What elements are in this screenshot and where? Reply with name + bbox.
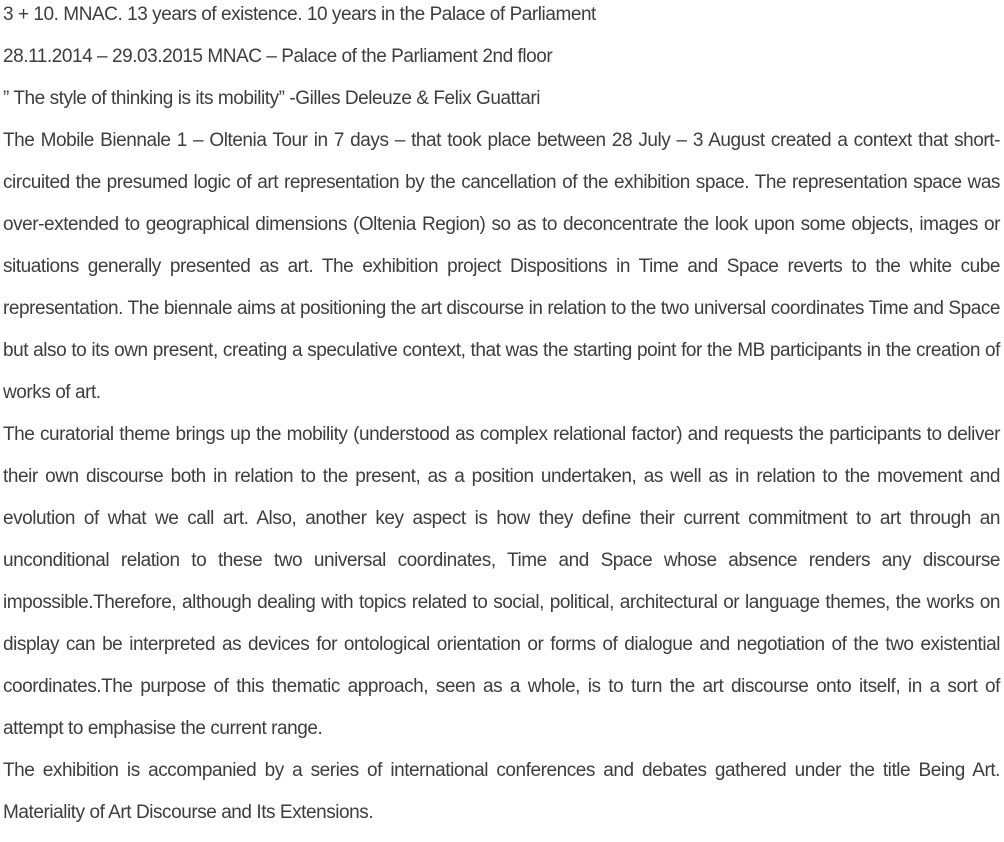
paragraph-mobile-biennale: The Mobile Biennale 1 – Oltenia Tour in 7 days – that took place between 28 July – 3 August created a context that short-circuited the presumed logic of art representation by the cancellation of the exhibition space. The representation space was over-extended to geographical dimensions (Oltenia Region) so as to deconcentrate the look upon some objects, images or situations generally presented as art. The exhibition project Dispositions in Time and Space reverts to the white cube representation. The biennale aims at positioning the art discourse in relation to the two universal coordinates Time and Space but also to its own present, creating a speculative context, that was the starting point for the MB participants in the creation of works of art.	[3, 130, 1000, 403]
exhibition-dates-venue: 28.11.2014 – 29.03.2015 MNAC – Palace of the Parliament 2nd floor	[3, 46, 553, 67]
exhibition-quote: ” The style of thinking is its mobility” -Gilles Deleuze & Felix Guattari	[3, 88, 540, 109]
exhibition-title: 3 + 10. MNAC. 13 years of existence. 10 years in the Palace of Parliament	[3, 4, 596, 25]
paragraph-curatorial-theme: The curatorial theme brings up the mobility (understood as complex relational factor) and requests the participants to deliver their own discourse both in relation to the present, as a position undertaken, as well as in relation to the movement and evolution of what we call art. Also, another key aspect is how they define their current commitment to art through an unconditional relation to these two universal coordinates, Time and Space whose absence renders any discourse impossible.Therefore, although dealing with topics related to social, political, architectural or language themes, the works on display can be interpreted as devices for ontological orientation or forms of dialogue and negotiation of the two existential coordinates.The purpose of this thematic approach, seen as a whole, is to turn the art discourse onto itself, in a sort of attempt to emphasise the current range.	[3, 424, 1000, 739]
paragraph-conferences: The exhibition is accompanied by a series of international conferences and debates gathered under the title Being Art. Materiality of Art Discourse and Its Extensions.	[3, 760, 1000, 823]
document-body	[3, 0, 1000, 840]
